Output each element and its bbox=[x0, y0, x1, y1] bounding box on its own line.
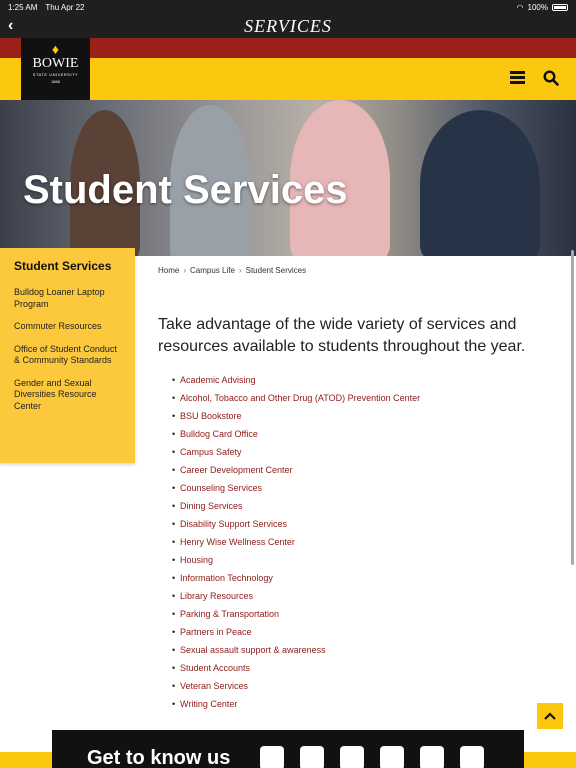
torch-icon: ♦ bbox=[51, 41, 60, 57]
chevron-up-icon bbox=[544, 712, 556, 720]
nav-title: SERVICES bbox=[244, 15, 332, 36]
breadcrumb bbox=[158, 266, 306, 275]
sidebar-item-student-conduct[interactable]: Office of Student Conduct & Community Standards bbox=[14, 343, 117, 365]
service-link[interactable]: • BSU Bookstore bbox=[172, 407, 420, 425]
services-list bbox=[172, 371, 420, 713]
app-nav-bar bbox=[0, 14, 576, 38]
hero-person-shape bbox=[420, 110, 540, 256]
battery-percent: 100% bbox=[527, 2, 548, 12]
sidebar-item-gender-diversities[interactable]: Gender and Sexual Diversities Resource Center bbox=[14, 377, 97, 411]
service-link[interactable]: • Disability Support Services bbox=[172, 515, 420, 533]
battery-icon bbox=[552, 4, 568, 11]
social-links bbox=[260, 746, 484, 768]
service-link[interactable]: • Parking & Transportation bbox=[172, 605, 420, 623]
wifi-icon: ◠ bbox=[516, 2, 524, 12]
sidebar-item-commuter-resources[interactable]: Commuter Resources bbox=[14, 321, 102, 331]
service-link[interactable]: • Academic Advising bbox=[172, 371, 420, 389]
calendar-icon[interactable] bbox=[460, 746, 484, 768]
back-chevron-icon[interactable]: ‹ bbox=[8, 17, 14, 34]
search-icon[interactable] bbox=[543, 70, 559, 86]
linkedin-icon[interactable] bbox=[380, 746, 404, 768]
breadcrumb-home[interactable]: Home bbox=[158, 266, 180, 275]
footer bbox=[52, 730, 524, 768]
service-link[interactable]: • Library Resources bbox=[172, 587, 420, 605]
sidebar bbox=[0, 248, 135, 463]
breadcrumb-campus-life[interactable]: Campus Life bbox=[190, 266, 235, 275]
logo-year: 1865 bbox=[51, 79, 60, 84]
footer-heading: Get to know us bbox=[87, 746, 231, 768]
service-link[interactable]: • Campus Safety bbox=[172, 443, 420, 461]
service-link[interactable]: • Housing bbox=[172, 551, 420, 569]
status-bar bbox=[0, 0, 576, 14]
logo-name: BOWIE bbox=[32, 56, 79, 71]
youtube-icon[interactable] bbox=[420, 746, 444, 768]
service-link[interactable]: • Student Accounts bbox=[172, 659, 420, 677]
back-to-top-button[interactable] bbox=[537, 703, 563, 729]
logo-sub: STATE UNIVERSITY bbox=[32, 72, 79, 77]
sidebar-item-laptop-program[interactable]: Bulldog Loaner Laptop Program bbox=[14, 287, 105, 309]
service-link[interactable]: • Sexual assault support & awareness bbox=[172, 641, 420, 659]
service-link[interactable]: • Alcohol, Tobacco and Other Drug (ATOD) Prevention Center bbox=[172, 389, 420, 407]
facebook-icon[interactable] bbox=[260, 746, 284, 768]
service-link[interactable]: • Bulldog Card Office bbox=[172, 425, 420, 443]
hamburger-menu-icon[interactable] bbox=[510, 71, 525, 85]
breadcrumb-separator-icon: › bbox=[238, 266, 242, 275]
service-link[interactable]: • Partners in Peace bbox=[172, 623, 420, 641]
service-link[interactable]: • Counseling Services bbox=[172, 479, 420, 497]
service-link[interactable]: • Dining Services bbox=[172, 497, 420, 515]
status-time: 1:25 AM bbox=[8, 2, 38, 12]
university-logo[interactable] bbox=[21, 38, 90, 100]
service-link[interactable]: • Veteran Services bbox=[172, 677, 420, 695]
sidebar-title: Student Services bbox=[14, 259, 112, 273]
service-link[interactable]: • Information Technology bbox=[172, 569, 420, 587]
service-link[interactable]: • Writing Center bbox=[172, 695, 420, 713]
hero-title: Student Services bbox=[23, 168, 348, 212]
breadcrumb-separator-icon: › bbox=[183, 266, 187, 275]
status-date: Thu Apr 22 bbox=[45, 2, 85, 12]
intro-text: Take advantage of the wide variety of services and resources available to students throughout the year. bbox=[158, 316, 526, 355]
hero-image bbox=[0, 100, 576, 256]
service-link[interactable]: • Henry Wise Wellness Center bbox=[172, 533, 420, 551]
twitter-icon[interactable] bbox=[340, 746, 364, 768]
service-link[interactable]: • Career Development Center bbox=[172, 461, 420, 479]
page-scrollbar[interactable] bbox=[571, 250, 574, 565]
status-right bbox=[517, 3, 568, 12]
instagram-icon[interactable] bbox=[300, 746, 324, 768]
breadcrumb-current: Student Services bbox=[245, 266, 307, 275]
